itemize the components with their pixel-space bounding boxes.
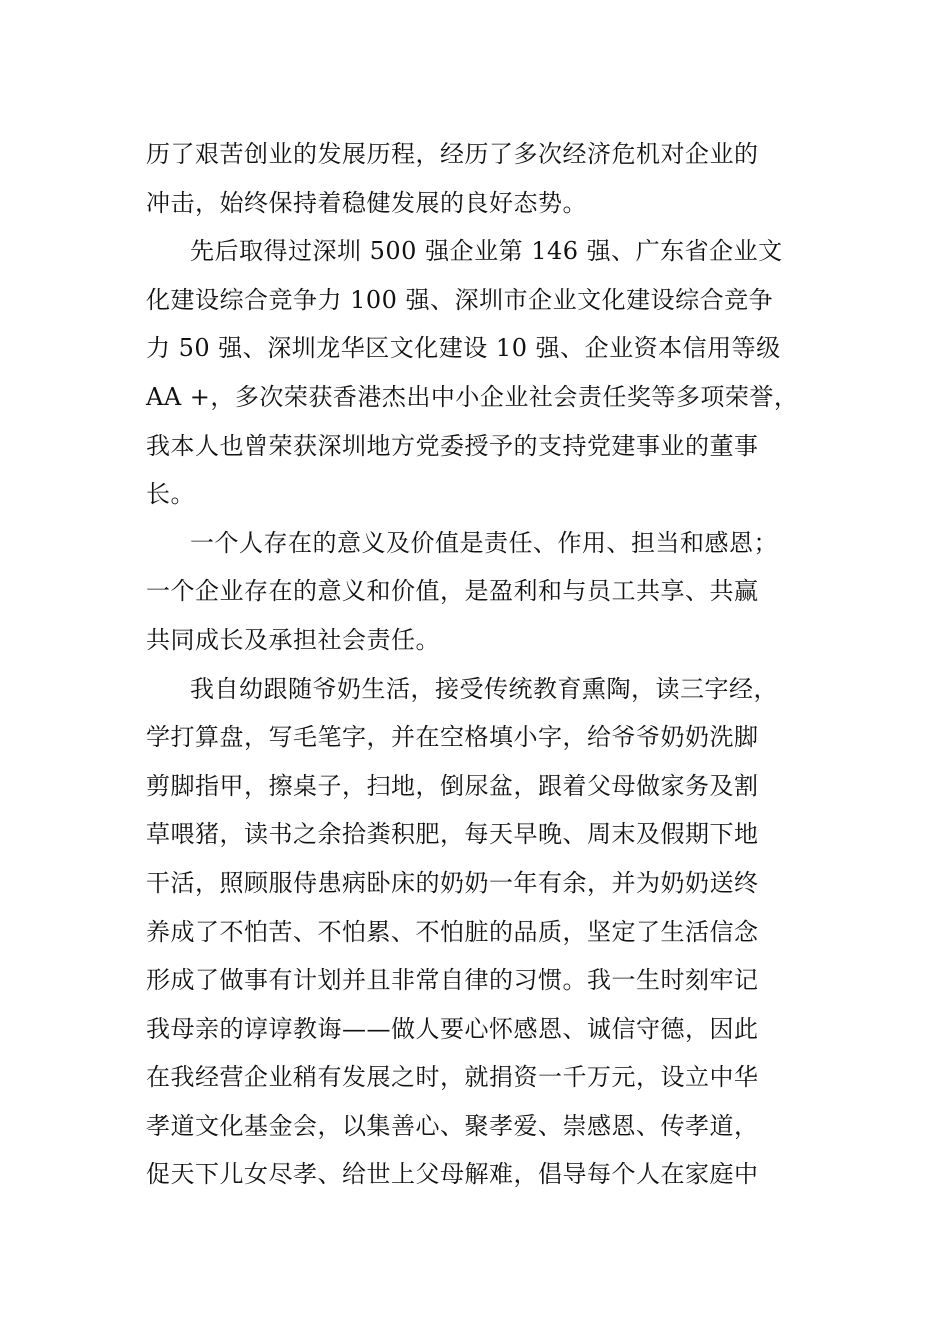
text-line: 草喂猪，读书之余拾粪积肥，每天早晚、周末及假期下地 — [146, 820, 759, 849]
text-line: 我自幼跟随爷奶生活，接受传统教育熏陶，读三字经， — [190, 674, 778, 703]
text-line: AA +，多次荣获香港杰出中小企业社会责任奖等多项荣誉， — [146, 382, 799, 411]
text-line: 养成了不怕苦、不怕累、不怕脏的品质，坚定了生活信念 — [146, 917, 759, 946]
text-line: 一个人存在的意义及价值是责任、作用、担当和感恩； — [190, 528, 778, 557]
text-line: 孝道文化基金会，以集善心、聚孝爱、崇感恩、传孝道， — [146, 1111, 759, 1140]
text-line: 促天下儿女尽孝、给世上父母解难，倡导每个人在家庭中 — [146, 1160, 759, 1189]
document-body — [146, 130, 826, 1199]
paragraph-4 — [146, 665, 826, 1200]
text-line: 力 50 强、深圳龙华区文化建设 10 强、企业资本信用等级 — [146, 334, 781, 363]
text-line: 干活，照顾服侍患病卧床的奶奶一年有余，并为奶奶送终 — [146, 868, 759, 897]
text-line: 学打算盘，写毛笔字，并在空格填小字，给爷爷奶奶洗脚 — [146, 723, 759, 752]
text-line: 化建设综合竞争力 100 强、深圳市企业文化建设综合竞争 — [146, 285, 774, 314]
paragraph-3 — [146, 519, 826, 665]
text-line: 在我经营企业稍有发展之时，就捐资一千万元，设立中华 — [146, 1063, 759, 1092]
text-line: 剪脚指甲，擦桌子，扫地，倒尿盆，跟着父母做家务及割 — [146, 771, 759, 800]
paragraph-2 — [146, 227, 826, 519]
text-line: 形成了做事有计划并且非常自律的习惯。我一生时刻牢记 — [146, 966, 759, 995]
text-line: 长。 — [146, 480, 195, 509]
text-line: 先后取得过深圳 500 强企业第 146 强、广东省企业文 — [190, 237, 783, 266]
text-line: 历了艰苦创业的发展历程，经历了多次经济危机对企业的 — [146, 140, 759, 168]
text-line: 我母亲的谆谆教诲——做人要心怀感恩、诚信守德，因此 — [146, 1014, 759, 1043]
text-line: 冲击，始终保持着稳健发展的良好态势。 — [146, 188, 587, 217]
paragraph-1 — [146, 130, 826, 227]
text-line: 我本人也曾荣获深圳地方党委授予的支持党建事业的董事 — [146, 431, 759, 460]
text-line: 共同成长及承担社会责任。 — [146, 625, 440, 654]
text-line: 一个企业存在的意义和价值，是盈利和与员工共享、共赢 — [146, 577, 759, 606]
